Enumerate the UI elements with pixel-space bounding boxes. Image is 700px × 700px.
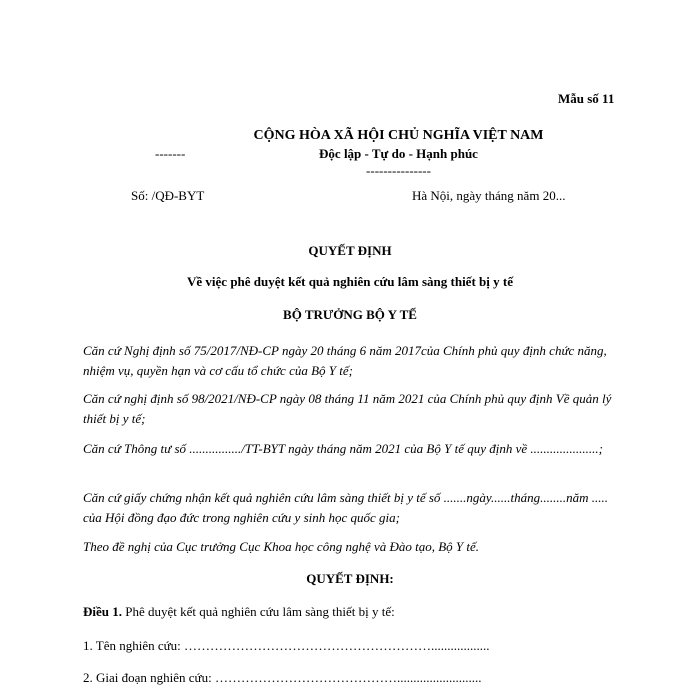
document-number: Số: /QĐ-BYT bbox=[131, 188, 205, 203]
item-research-name: 1. Tên nghiên cứu: ………………………………………………….................. bbox=[83, 638, 490, 653]
article-1-text: Phê duyệt kết quả nghiên cứu lâm sàng thiết bị y tế: bbox=[122, 604, 395, 619]
preamble-clause-1: Căn cứ Nghị định số 75/2017/NĐ-CP ngày 20 tháng 6 năm 2017của Chính phủ quy định chức năng, nhiệm vụ, quyền hạn và cơ cấu tổ chức của Bộ Y tế; bbox=[83, 343, 607, 378]
national-motto: Độc lập - Tự do - Hạnh phúc bbox=[319, 146, 478, 161]
decision-heading: QUYẾT ĐỊNH: bbox=[306, 571, 394, 586]
preamble-clause-3: Căn cứ Thông tư số ................/TT-BYT ngày tháng năm 2021 của Bộ Y tế quy định về .....................; bbox=[83, 441, 603, 456]
article-1-label: Điều 1. bbox=[83, 604, 122, 619]
decision-title: QUYẾT ĐỊNH bbox=[308, 243, 392, 258]
motto-underline: --------------- bbox=[366, 163, 431, 178]
preamble-clause-2: Căn cứ nghị định số 98/2021/NĐ-CP ngày 08 tháng 11 năm 2021 của Chính phủ quy định Về quản lý thiết bị y tế; bbox=[83, 391, 612, 426]
issuing-authority: BỘ TRƯỞNG BỘ Y TẾ bbox=[283, 307, 417, 322]
country-name: CỘNG HÒA XÃ HỘI CHỦ NGHĨA VIỆT NAM bbox=[253, 128, 544, 143]
preamble-clause-5: Theo đề nghị của Cục trưởng Cục Khoa học công nghệ và Đào tạo, Bộ Y tế. bbox=[83, 539, 480, 554]
preamble-clause-4: Căn cứ giấy chứng nhận kết quả nghiên cứu lâm sàng thiết bị y tế số .......ngày......tháng........năm ..... của Hội đồng đạo đức trong nghiên cứu y sinh học quốc gia; bbox=[83, 490, 608, 525]
decision-subtitle: Về việc phê duyệt kết quả nghiên cứu lâm sàng thiết bị y tế bbox=[187, 274, 513, 289]
form-number: Mẫu số 11 bbox=[558, 91, 615, 106]
place-and-date: Hà Nội, ngày tháng năm 20... bbox=[412, 188, 566, 203]
header-left-dashes: ------- bbox=[155, 146, 186, 161]
item-research-phase: 2. Giai đoạn nghiên cứu: …………………………………….......................... bbox=[83, 670, 482, 685]
article-1 bbox=[83, 604, 395, 620]
